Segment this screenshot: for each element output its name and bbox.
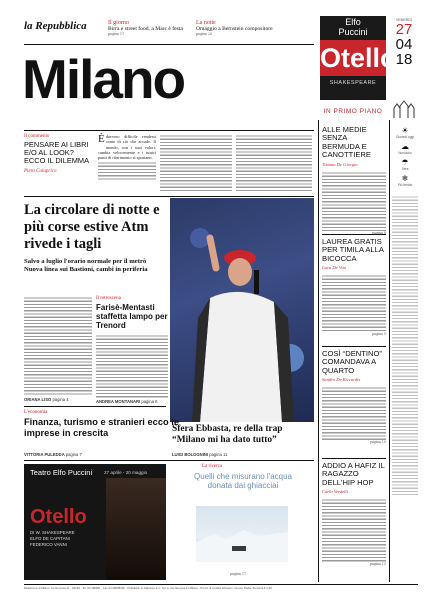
text-lines <box>322 171 386 231</box>
snowflake-icon: ❄ <box>401 174 409 183</box>
year: 18 <box>395 51 413 68</box>
retroscena-kicker: Il retroscena <box>96 296 121 301</box>
lead-subtitle: Salvo a luglio l'orario normale per il metrò Nuova linea sui Bastioni, cambi in periferia <box>24 258 148 273</box>
photo-byline <box>172 452 227 457</box>
ad-otello-bottom[interactable] <box>24 464 166 580</box>
story-title: ADDIO A HAFIZ IL RAGAZZO DELL'HIP HOP <box>322 461 385 487</box>
rain-icon: ☂ <box>401 158 409 167</box>
text-lines <box>392 195 418 495</box>
ad-credit: FEDERICO VANNI <box>30 542 67 547</box>
story-author: Carlo Verdelli <box>322 489 348 495</box>
ad-author: SHAKESPEARE <box>329 80 377 86</box>
photo-sfera-ebbasta[interactable] <box>170 198 314 422</box>
ad-credit: DI W. SHAKESPEARE <box>30 530 75 535</box>
lead-article[interactable] <box>24 202 164 274</box>
cloud-icon: ☁ <box>401 142 409 151</box>
ricerca-kicker: La ricerca <box>202 464 223 469</box>
text-lines <box>322 274 386 332</box>
teaser-text: Omaggio a Bernstein compositore <box>196 26 273 32</box>
retroscena-byline <box>96 399 168 404</box>
ad-line-2: Puccini <box>338 27 368 37</box>
ricerca[interactable] <box>172 464 314 490</box>
story-page: pagina 9 <box>372 332 386 337</box>
economia-page: pagina 7 <box>65 452 82 457</box>
cathedral-icon <box>390 100 418 118</box>
month: 04 <box>395 36 413 53</box>
retroscena-author: ANDREA MONTANARI <box>96 399 141 404</box>
photo-page: pagina 11 <box>209 452 228 457</box>
issue-date <box>390 18 418 67</box>
in-primo-piano: IN PRIMO PIANO <box>323 108 383 115</box>
ad-credits <box>30 530 75 548</box>
commento-dropcap: È <box>98 133 105 145</box>
ad-line-1: Elfo <box>345 17 361 27</box>
story-title: COSÌ “DENTINO” COMANDAVA A QUARTO <box>322 349 382 375</box>
ad-title: Otello <box>320 40 386 76</box>
economia-kicker: L'economia <box>24 410 48 415</box>
weekday: VENERDÌ <box>396 18 412 22</box>
photo-caption[interactable] <box>172 424 314 446</box>
photo-title: Sfera Ebbasta, re della trap “Milano mi ha dato tutto” <box>172 424 283 445</box>
lead-author: ORIANA LISO <box>24 397 52 402</box>
economia-author: VITTORIA PULEDDA <box>24 452 65 457</box>
teaser-kicker: Il giorno <box>108 20 129 26</box>
photo-author: LUIGI BOLOGNINI <box>172 452 209 457</box>
ad-dates: 27 aprile - 20 maggio <box>104 470 148 475</box>
commento-body <box>98 134 156 181</box>
ricerca-page: pagina 17 <box>230 572 247 576</box>
story-dentino[interactable] <box>322 350 386 444</box>
lead-page: pagina 4 <box>52 397 69 402</box>
story-author: Tiziana De Giorgio <box>322 161 358 167</box>
ad-photo <box>106 478 166 580</box>
footer-text: Redazione di Milano: via Nervesa 21 - 20139 - Tel. 02.480981 - Fax 02.48098236 - Pubblicità: A. Manzoni & C. S.p.A. via Nervesa 21 Milano - Prezzi di vendita all'estero: Grecia, Malta, Slovenia € 2,00 <box>24 586 272 590</box>
ad-otello-top[interactable] <box>320 16 397 100</box>
ad-credit: ELFO DE CAPITANI <box>30 536 70 541</box>
text-lines <box>24 296 92 396</box>
teaser-page: pagina 17 <box>108 32 125 37</box>
retroscena-page: pagina 6 <box>141 399 158 404</box>
text-lines <box>160 134 232 192</box>
commento[interactable] <box>24 134 94 174</box>
text-lines <box>322 386 386 440</box>
story-title: LAUREA GRATIS PER TIMILA ALLA BICOCCA <box>322 237 384 263</box>
text-lines <box>322 498 386 562</box>
ad-theatre: Teatro Elfo Puccini <box>30 468 93 477</box>
brand-logo[interactable]: la Repubblica <box>24 20 87 32</box>
story-page: pagina 8 <box>372 230 386 235</box>
sun-icon: ☀ <box>401 126 409 135</box>
section-title: Milano <box>22 48 185 110</box>
weather-label: Sera <box>401 167 409 171</box>
lead-byline <box>24 397 69 402</box>
weather-label: Nuvoloso <box>398 151 412 155</box>
teaser-kicker: La notte <box>196 20 216 26</box>
text-lines <box>96 334 168 398</box>
commento-title: PENSARE AI LIBRI E/O AL LOOK? ECCO IL DILEMMA <box>24 140 90 166</box>
economia[interactable] <box>24 410 180 439</box>
text-lines <box>98 161 156 181</box>
story-hafiz[interactable] <box>322 462 386 566</box>
ricerca-title: Quelli che misurano l'acqua donata dai ghiacciai <box>193 472 293 490</box>
story-page: pagina 15 <box>369 562 386 567</box>
story-page: pagina 10 <box>369 440 386 445</box>
commento-kicker: Il commento <box>24 134 50 139</box>
economia-byline <box>24 452 82 457</box>
economia-title: Finanza, turismo e stranieri ecco le imprese in crescita <box>24 417 180 438</box>
day: 27 <box>395 21 413 38</box>
commento-intro: Èdavvero difficile rendersi conto di ciò che accade. Il mondo, con i suoi valori, cambia velocemente e i nostri punti di riferimento si spostano. <box>98 133 156 161</box>
weather-label: Più freddo <box>397 183 413 187</box>
ad-title: Otello <box>30 506 87 528</box>
ricerca-photo <box>196 506 288 562</box>
story-laurea[interactable] <box>322 238 386 336</box>
lead-title: La circolare di notte e più corse estive Atm rivede i tagli <box>24 202 160 252</box>
story-author: Sandro De Riccardis <box>322 377 361 383</box>
story-bermuda[interactable] <box>322 126 386 235</box>
weather-label: Giovedì oggi <box>396 135 414 139</box>
retroscena[interactable] <box>96 296 168 404</box>
story-title: ALLE MEDIE SENZA BERMUDA E CANOTTIERE <box>322 125 371 160</box>
commento-author: Piero Colaprico <box>24 168 57 174</box>
retroscena-title: Farisè-Mentasti staffetta lampo per Trenord <box>96 303 168 330</box>
text-lines <box>236 134 312 192</box>
weather-sidebar <box>392 126 418 495</box>
teaser-2[interactable] <box>196 20 312 36</box>
teaser-1[interactable] <box>108 20 190 36</box>
story-author: Luca De Vito <box>322 265 347 271</box>
teaser-page: pagina 20 <box>196 32 213 37</box>
teaser-text: Birra e street food, a Marc è festa <box>108 26 183 32</box>
